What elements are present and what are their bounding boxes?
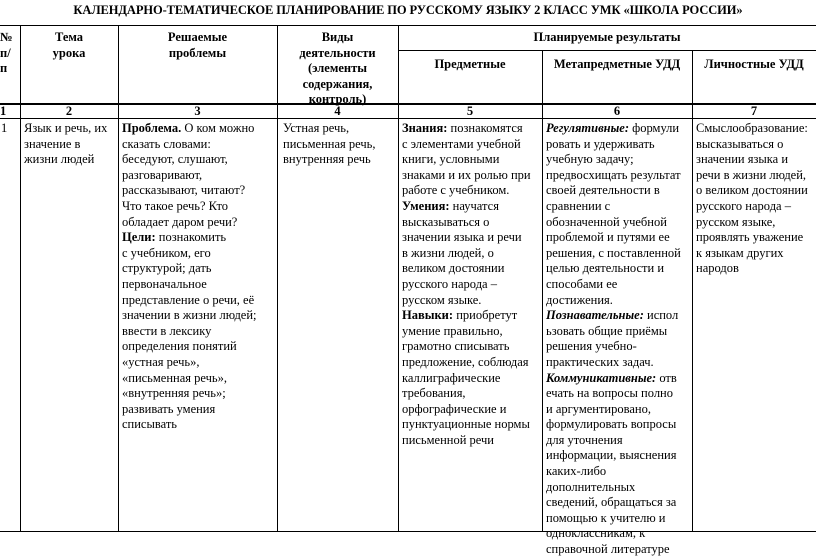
col-line-4	[398, 25, 399, 532]
col-line-6	[692, 50, 693, 532]
row-activities: Устная речь, письменная речь, внутренняя речь	[283, 121, 376, 167]
row-problems: Проблема. О ком можно сказать словами: беседуют, слушают, разговаривают, рассказывают, читают? Что такое речь? Кто обладает даром речи? Цели: познакомить с учебником, его структурой; дать первоначальное представление о речи, её значении в жизни людей; ввести в лексику определения понятий «устная речь», «письменная речь», «внутренняя речь»; развивать умения списывать	[122, 121, 257, 432]
number-cell-1: 1	[0, 104, 7, 118]
row-personal-results: Смыслообразование: высказываться о значении языка и речи в жизни людей, о великом достоянии русского народа – русском языке, проявлять уважение к языкам других народов	[696, 121, 808, 276]
number-cell-3: 3	[194, 104, 201, 118]
number-cell-6: 6	[613, 104, 621, 118]
cognitive-label: Познавательные:	[546, 308, 644, 323]
col-line-2	[118, 25, 119, 532]
skills-label: Умения:	[402, 198, 450, 213]
subheader-divider	[398, 50, 816, 51]
number-cell-4: 4	[334, 104, 341, 118]
header-personal: Личностные УДД	[704, 57, 804, 71]
table-border-bottom	[0, 531, 816, 532]
number-cell-7: 7	[750, 104, 758, 118]
header-activities: Виды деятельности (элементы содержания, контроль)	[299, 30, 376, 107]
number-cell-2: 2	[65, 104, 73, 118]
col-line-1	[20, 25, 21, 532]
knowledge-label: Знания:	[402, 121, 448, 135]
header-subject: Предметные	[434, 57, 506, 71]
page-title: КАЛЕНДАРНО-ТЕМАТИЧЕСКОЕ ПЛАНИРОВАНИЕ ПО РУССКОМУ ЯЗЫКУ 2 КЛАСС УМК «ШКОЛА РОССИИ»	[73, 3, 743, 17]
table-border-top	[0, 25, 816, 26]
header-planned-results: Планируемые результаты	[533, 30, 681, 44]
habits-label: Навыки:	[402, 308, 454, 323]
goals-label: Цели:	[122, 230, 156, 245]
row-num: 1	[1, 121, 8, 135]
row-topic: Язык и речь, их значение в жизни людей	[24, 121, 108, 167]
row-subject-results: Знания: познакомятся с элементами учебной книги, условными знаками и их ролью при работе с учебником. Умения: научатся высказываться о значении языка и речи в жизни людей, о великом достоянии русского народа – русском языке. Навыки: приобретут умение правильно, грамотно списывать предложение, соблюдая каллиграфические требования, орфографические и пунктуационные нормы письменной речи	[402, 121, 531, 447]
header-num: № п/ п	[0, 30, 13, 76]
number-cell-5: 5	[466, 104, 474, 118]
col-line-5	[542, 50, 543, 532]
communicative-label: Коммуникативные:	[546, 370, 657, 385]
row-meta-results: Регулятивные: формули ровать и удерживать учебную задачу; предвосхищать результат своей деятельности в сравнении с обозначенной учебной проблемой и путями ее решения, с поставленной целью деятельности и способами ее достижения. Познавательные: испол ьзовать общие приёмы решения учебно- практических задач. Коммуникативные: отв ечать на вопросы полно и аргументировано, формулировать вопросы для уточнения информации, выяснения каких-либо дополнительных сведений, обращаться за помощью к учителю и одноклассникам, к справочной литературе	[546, 121, 681, 557]
problem-label: Проблема.	[122, 121, 182, 135]
regulative-label: Регулятивные:	[546, 121, 629, 135]
header-meta: Метапредметные УДД	[553, 57, 681, 71]
header-topic: Тема урока	[52, 30, 86, 60]
header-problems: Решаемые проблемы	[167, 30, 228, 60]
